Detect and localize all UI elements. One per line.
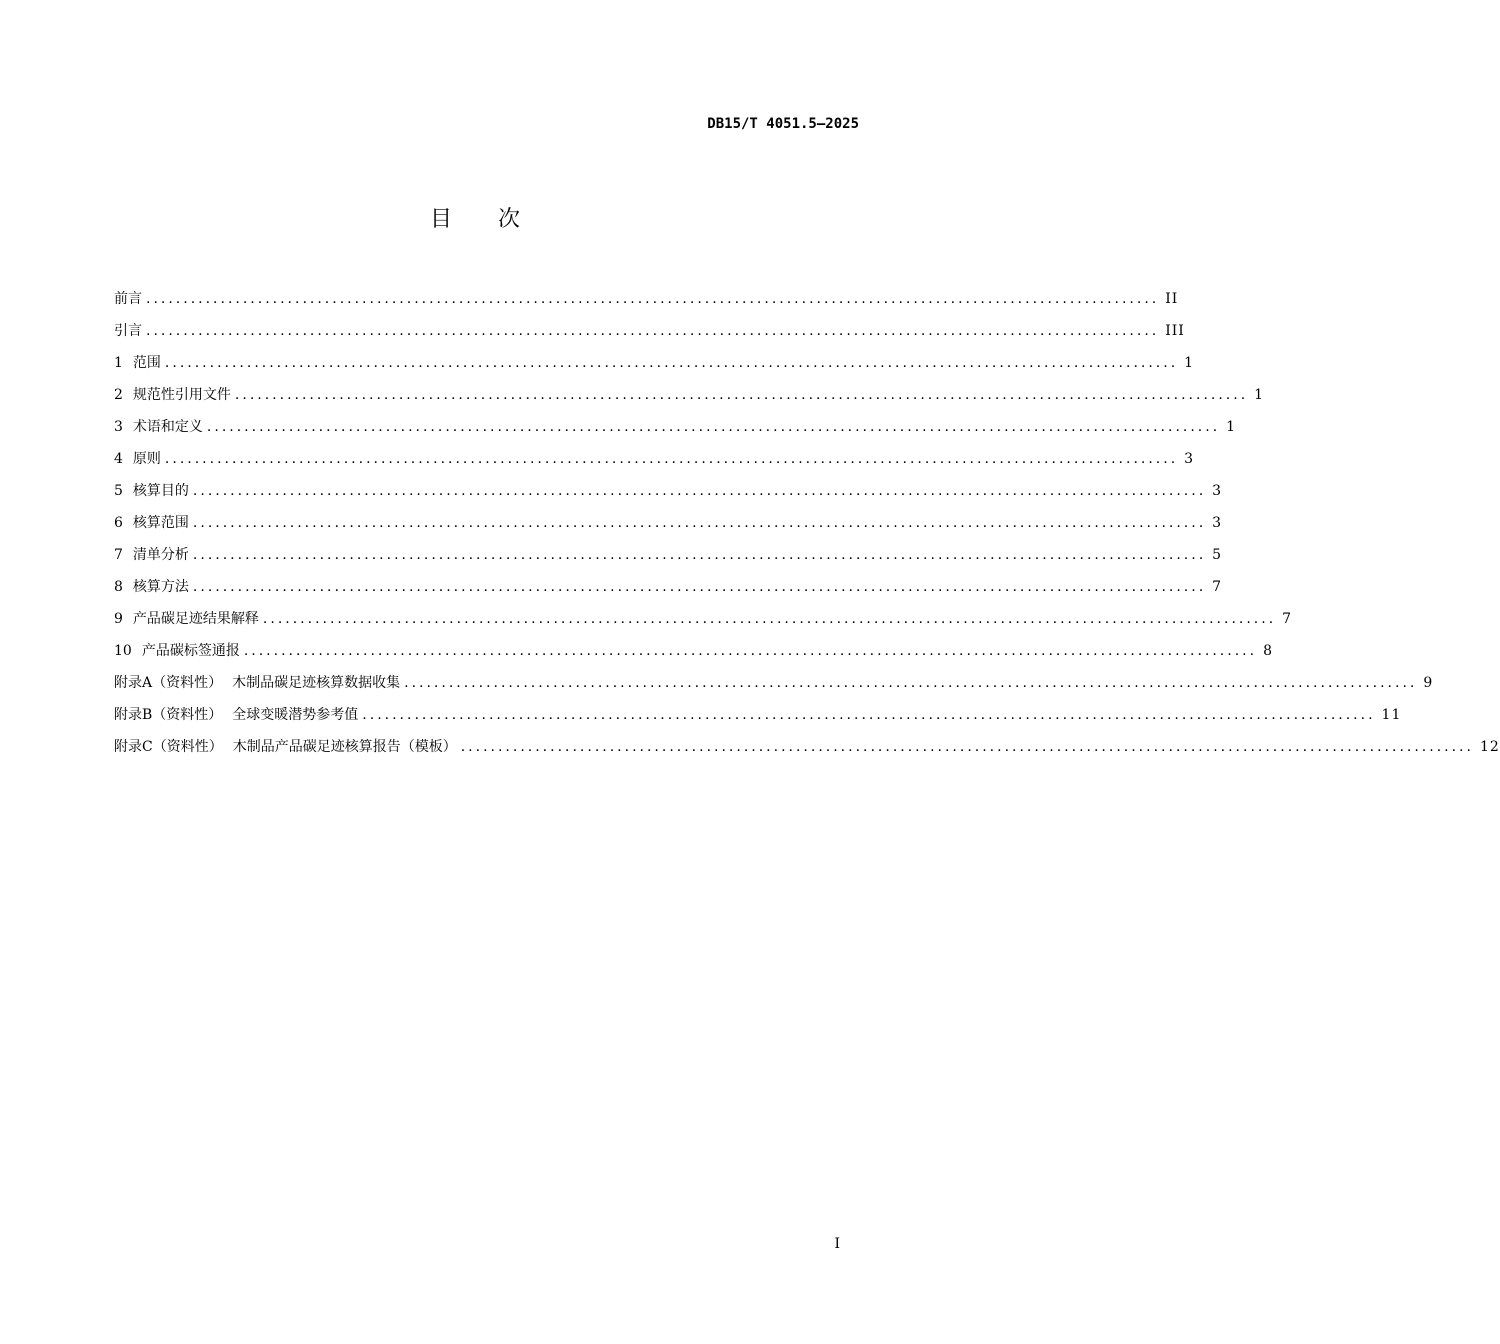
toc-entry-number: 1 xyxy=(114,355,123,371)
toc-entry-10[interactable] xyxy=(114,640,1273,672)
toc-entry-number: 附录A（资料性） xyxy=(114,675,223,691)
toc-leader-dots: ........................................................................................................................................ xyxy=(206,419,1221,435)
toc-entry-9[interactable] xyxy=(114,608,1293,640)
toc-entry-8[interactable] xyxy=(114,576,1223,608)
toc-entry-4[interactable] xyxy=(114,448,1195,480)
toc-entry-2[interactable] xyxy=(114,384,1265,416)
toc-entry-page: 7 xyxy=(1212,579,1223,595)
toc-entry-foreword[interactable] xyxy=(114,288,1179,320)
toc-leader-dots: ........................................................................................................................................ xyxy=(192,515,1207,531)
toc-entry-page: 3 xyxy=(1212,515,1223,531)
toc-entry-label: 核算方法 xyxy=(132,579,189,595)
toc-entry-page: 7 xyxy=(1282,611,1293,627)
toc-entry-annex-b[interactable] xyxy=(114,704,1402,736)
toc-entry-label: 原则 xyxy=(132,451,161,467)
toc-entry-label: 清单分析 xyxy=(132,547,189,563)
toc-entry-number: 6 xyxy=(114,515,123,531)
toc-leader-dots: ........................................................................................................................................ xyxy=(164,355,1179,371)
toc-entry-page: II xyxy=(1165,291,1179,307)
toc-entry-page: 1 xyxy=(1184,355,1195,371)
toc-entry-label: 木制品产品碳足迹核算报告（模板） xyxy=(232,739,457,755)
toc-entry-label: 产品碳足迹结果解释 xyxy=(132,611,259,627)
toc-list xyxy=(114,288,1500,768)
toc-entry-number: 8 xyxy=(114,579,123,595)
toc-leader-dots: ........................................................................................................................................ xyxy=(362,707,1376,723)
page-number: I xyxy=(834,1236,840,1252)
toc-entry-page: 11 xyxy=(1381,707,1402,723)
toc-entry-label: 前言 xyxy=(114,291,142,307)
toc-entry-6[interactable] xyxy=(114,512,1223,544)
toc-entry-7[interactable] xyxy=(114,544,1223,576)
toc-entry-number: 附录B（资料性） xyxy=(114,707,223,723)
toc-entry-page: 3 xyxy=(1184,451,1195,467)
toc-title-char-2: 次 xyxy=(498,207,521,232)
toc-entry-number: 5 xyxy=(114,483,123,499)
toc-leader-dots: ........................................................................................................................................ xyxy=(404,675,1418,691)
toc-entry-label: 核算范围 xyxy=(132,515,189,531)
toc-entry-page: 8 xyxy=(1263,643,1273,659)
toc-entry-label: 核算目的 xyxy=(132,483,189,499)
toc-entry-page: 5 xyxy=(1212,547,1223,563)
toc-leader-dots: ........................................................................................................................................ xyxy=(234,387,1249,403)
toc-title xyxy=(0,202,950,233)
toc-leader-dots: ........................................................................................................................................ xyxy=(192,483,1207,499)
toc-entry-label: 全球变暖潜势参考值 xyxy=(232,707,359,723)
toc-leader-dots: ........................................................................................................................................ xyxy=(164,451,1179,467)
toc-entry-5[interactable] xyxy=(114,480,1223,512)
toc-entry-label: 范围 xyxy=(132,355,161,371)
toc-leader-dots: ........................................................................................................................................ xyxy=(192,579,1207,595)
toc-entry-number: 10 xyxy=(114,643,132,659)
toc-entry-number: 4 xyxy=(114,451,123,467)
toc-entry-label: 产品碳标签通报 xyxy=(141,643,240,659)
toc-entry-annex-a[interactable] xyxy=(114,672,1434,704)
toc-entry-annex-c[interactable] xyxy=(114,736,1500,768)
toc-leader-dots: ........................................................................................................................................ xyxy=(262,611,1277,627)
toc-entry-label: 术语和定义 xyxy=(132,419,203,435)
toc-leader-dots: ........................................................................................................................................ xyxy=(243,643,1258,659)
toc-entry-page: 1 xyxy=(1226,419,1237,435)
toc-entry-page: 1 xyxy=(1254,387,1265,403)
toc-entry-number: 9 xyxy=(114,611,123,627)
toc-leader-dots: ........................................................................................................................................ xyxy=(192,547,1207,563)
toc-leader-dots: ........................................................................................................................................ xyxy=(146,323,1160,339)
toc-entry-number: 7 xyxy=(114,547,123,563)
toc-entry-number: 2 xyxy=(114,387,123,403)
toc-title-char-1: 目 xyxy=(429,207,452,232)
standard-code: DB15/T 4051.5—2025 xyxy=(707,116,859,132)
toc-leader-dots: ........................................................................................................................................ xyxy=(460,739,1474,755)
toc-leader-dots: ........................................................................................................................................ xyxy=(146,291,1160,307)
toc-entry-page: 12 xyxy=(1479,739,1500,755)
toc-entry-1[interactable] xyxy=(114,352,1195,384)
toc-entry-number: 附录C（资料性） xyxy=(114,739,223,755)
toc-entry-page: 3 xyxy=(1212,483,1223,499)
toc-entry-page: 9 xyxy=(1423,675,1434,691)
toc-entry-label: 引言 xyxy=(114,323,142,339)
toc-entry-3[interactable] xyxy=(114,416,1237,448)
toc-entry-label: 规范性引用文件 xyxy=(132,387,231,403)
toc-entry-page: III xyxy=(1165,323,1185,339)
toc-entry-label: 木制品碳足迹核算数据收集 xyxy=(232,675,401,691)
toc-entry-introduction[interactable] xyxy=(114,320,1185,352)
toc-entry-number: 3 xyxy=(114,419,123,435)
